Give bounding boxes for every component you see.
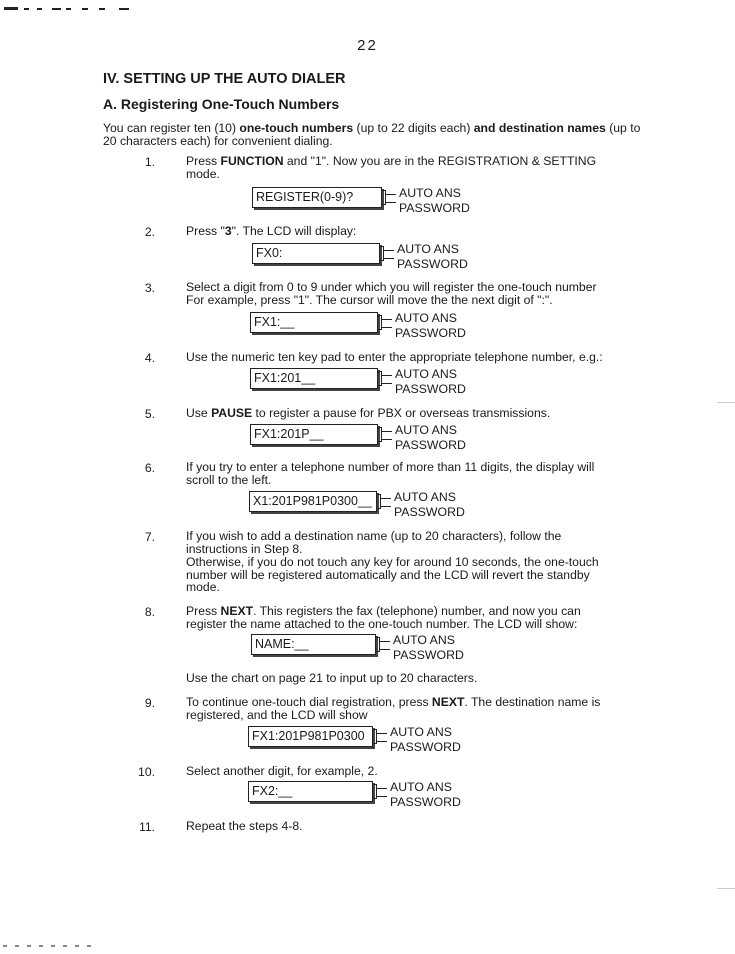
password-label: PASSWORD (390, 795, 461, 809)
step-text: To continue one-touch dial registration, press NEXT. The destination name is registered, and the LCD will show (186, 695, 601, 722)
password-label: PASSWORD (394, 505, 465, 519)
subsection-title: A. Registering One-Touch Numbers (103, 96, 340, 112)
step-text: Press FUNCTION and "1". Now you are in the REGISTRATION & SETTING mode. (186, 154, 597, 181)
step-note-text: Use the chart on page 21 to input up to 20 characters. (186, 671, 478, 685)
step-number: 4. (144, 351, 155, 365)
password-label: PASSWORD (395, 438, 466, 452)
auto-ans-label: AUTO ANS (390, 780, 452, 794)
lcd-connector (386, 190, 400, 206)
scan-marks-top (4, 6, 154, 12)
auto-ans-label: AUTO ANS (393, 633, 455, 647)
lcd-display: FX1:201P__ (250, 424, 378, 445)
intro-paragraph: You can register ten (10) one-touch numbers (up to 22 digits each) and destination names (up to 20 characters each) for convenient dialing. (103, 121, 641, 148)
step-number: 1. (144, 155, 155, 169)
section-title: IV. SETTING UP THE AUTO DIALER (103, 71, 346, 87)
step-text: Press NEXT. This registers the fax (telephone) number, and now you can register the name attached to the one-touch number. The LCD will show: (186, 604, 581, 631)
step-number: 8. (144, 605, 155, 619)
password-label: PASSWORD (399, 201, 470, 215)
lcd-connector (380, 637, 394, 653)
step-number: 3. (144, 281, 155, 295)
lcd-display: FX1:__ (250, 312, 378, 333)
step-number: 9. (144, 696, 155, 710)
auto-ans-label: AUTO ANS (395, 311, 457, 325)
password-label: PASSWORD (395, 326, 466, 340)
lcd-display: FX1:201__ (250, 368, 378, 389)
step-number: 2. (144, 225, 155, 239)
password-label: PASSWORD (393, 648, 464, 662)
auto-ans-label: AUTO ANS (397, 242, 459, 256)
lcd-connector (382, 427, 396, 443)
lcd-connector (377, 784, 391, 800)
auto-ans-label: AUTO ANS (390, 725, 452, 739)
page-number: 22 (357, 37, 378, 54)
lcd-display: FX0: (252, 243, 380, 264)
step-text: Use PAUSE to register a pause for PBX or overseas transmissions. (186, 406, 551, 420)
password-label: PASSWORD (390, 740, 461, 754)
lcd-connector (382, 315, 396, 331)
step-text: Repeat the steps 4-8. (186, 819, 303, 833)
scan-edge-mark (717, 402, 735, 403)
scan-edge-mark (717, 888, 735, 889)
lcd-connector (382, 371, 396, 387)
auto-ans-label: AUTO ANS (395, 423, 457, 437)
step-text: Press "3". The LCD will display: (186, 224, 357, 238)
lcd-connector (381, 494, 395, 510)
step-number: 6. (144, 461, 155, 475)
step-extra-text: Otherwise, if you do not touch any key for around 10 seconds, the one-touch number will be registered automatically and the LCD will revert the standby mode. (186, 555, 599, 594)
step-number: 5. (144, 407, 155, 421)
step-text: Use the numeric ten key pad to enter the appropriate telephone number, e.g.: (186, 350, 603, 364)
auto-ans-label: AUTO ANS (395, 367, 457, 381)
lcd-display: REGISTER(0-9)? (252, 187, 382, 208)
step-text: If you wish to add a destination name (up to 20 characters), follow the instructions in Step 8. (186, 529, 562, 556)
step-text: Select a digit from 0 to 9 under which you will register the one-touch number For example, press "1". The cursor will move the the next digit of ":". (186, 280, 597, 307)
lcd-display: FX2:__ (248, 781, 373, 802)
auto-ans-label: AUTO ANS (399, 186, 461, 200)
lcd-display: X1:201P981P0300__ (249, 491, 377, 512)
step-number: 7. (144, 530, 155, 544)
lcd-connector (377, 729, 391, 745)
lcd-display: FX1:201P981P0300 (248, 726, 373, 747)
auto-ans-label: AUTO ANS (394, 490, 456, 504)
password-label: PASSWORD (395, 382, 466, 396)
lcd-connector (384, 246, 398, 262)
step-text: If you try to enter a telephone number of more than 11 digits, the display will scroll to the left. (186, 460, 595, 487)
step-number: 11. (138, 820, 155, 834)
step-number: 10. (138, 765, 155, 779)
password-label: PASSWORD (397, 257, 468, 271)
step-text: Select another digit, for example, 2. (186, 764, 378, 778)
lcd-display: NAME:__ (251, 634, 376, 655)
scan-marks-bottom (3, 944, 123, 948)
